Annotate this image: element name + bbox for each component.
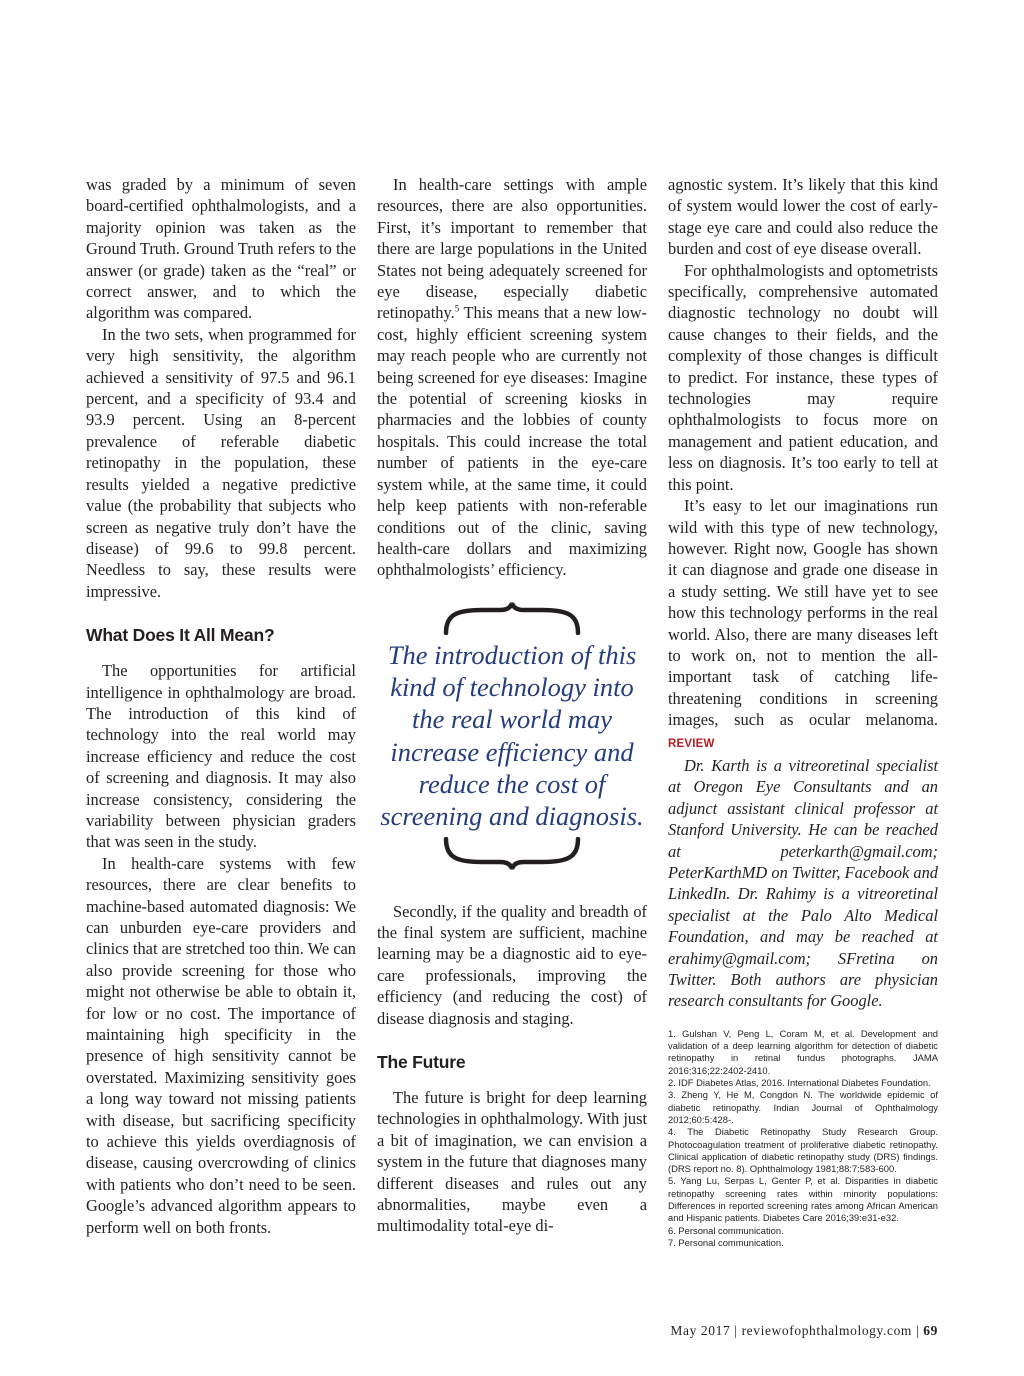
page-footer <box>670 1323 938 1339</box>
body-paragraph: The future is bright for deep learning technologies in ophthalmology. With just a bit of imagination, we can envision a system in the future that diagnoses many different diseases and rules out any abnormalities, maybe even a multimodality total-eye di- <box>377 1087 647 1236</box>
reference-item: 2. IDF Diabetes Atlas, 2016. International Diabetes Foundation. <box>668 1077 931 1089</box>
body-paragraph: For ophthalmologists and optometrists specifically, comprehensive automated diagnostic technology no doubt will cause changes to their fields, and the complexity of those changes is difficult to predict. For instance, these types of technologies may require ophthalmologists to focus more on management and patient education, and less on diagnosis. It’s too early to tell at this point. <box>668 260 938 494</box>
review-end-mark: REVIEW <box>668 737 715 750</box>
reference-item: 7. Personal communication. <box>668 1236 784 1248</box>
body-paragraph <box>377 174 647 581</box>
footer-divider: | <box>734 1323 742 1338</box>
body-paragraph: Secondly, if the quality and breadth of the final system are sufficient, machine learning may be a diagnostic aid to eye-care professionals, improving the efficiency (and reducing the cost) of disease diagnosis and staging. <box>377 901 647 1028</box>
section-heading: What Does It All Mean? <box>86 625 275 646</box>
column-1 <box>86 174 356 1238</box>
body-paragraph: The opportunities for artificial intelligence in ophthalmology are broad. The introduction of this kind of technology into the real world may increase efficiency and reduce the cost of screening and diagnosis. It may also increase consistency, considering the variability between physician graders that was seen in the study. <box>86 661 356 852</box>
body-text: In health-care settings with ample resources, there are also opportunities. First, it’s important to remember that there are large populations in the United States not being adequately screened for eye disease, especially diabetic retinopathy. <box>377 175 647 323</box>
reference-item: 3. Zheng Y, He M, Congdon N. The worldwide epidemic of diabetic retinopathy. Indian Journal of Ophthalmology 2012;60:5:428-. <box>668 1089 938 1125</box>
references-list <box>668 1028 938 1249</box>
body-paragraph: agnostic system. It’s likely that this kind of system would lower the cost of early-stage eye care and could also reduce the burden and cost of eye disease overall. <box>668 175 938 259</box>
body-paragraph: In health-care systems with few resources, there are clear benefits to machine-based automated diagnosis: We can unburden eye-care providers and clinics that are stretched too thin. We can also provide screening for those who might not otherwise be able to obtain it, for low or no cost. The importance of maintaining high specificity in the presence of high sensitivity cannot be overstated. Maximizing sensitivity goes a long way toward not missing patients with disease, but sacrificing specificity to achieve this yields overdiagnosis of disease, causing overcrowding of clinics with patients who don’t need to be seen. Google’s advanced algorithm appears to perform well on both fronts. <box>86 853 356 1237</box>
column-3 <box>668 174 938 1249</box>
reference-item: 4. The Diabetic Retinopathy Study Research Group. Photocoagulation treatment of proliferative diabetic retinopathy. Clinical application of diabetic retinopathy study (DRS) findings. (DRS report no. 8). Ophthalmology 1981;88:7:583-600. <box>668 1126 938 1175</box>
body-paragraph: was graded by a minimum of seven board-certified ophthalmologists, and a majority opinion was taken as the Ground Truth. Ground Truth refers to the answer (or grade) taken as the “real” or correct answer, and to which the algorithm was compared. <box>86 175 356 323</box>
section-heading: The Future <box>377 1051 466 1072</box>
footnote-ref: 5 <box>454 303 460 314</box>
pull-quote <box>377 601 647 871</box>
reference-item: 5. Yang Lu, Serpas L, Genter P, et al. Disparities in diabetic retinopathy screening rates within minority populations: Differences in reported screening rates among African American and Hispanic patients. Diabetes Care 2016;39:e31-e32. <box>668 1175 938 1224</box>
bottom-brace-icon <box>442 837 582 871</box>
body-paragraph <box>668 495 938 755</box>
body-text: It’s easy to let our imaginations run wild with this type of new technology, however. Right now, Google has shown it can diagnose and grade one disease in a study setting. We still have yet to see how this technology performs in the real world. Also, there are many diseases left to work on, not to mention the all-important task of catching life-threatening conditions in screening images, such as ocular melanoma. <box>668 496 938 730</box>
body-text: This means that a new low-cost, highly efficient screening system may reach people who are currently not being screened for eye diseases: Imagine the potential of screening kiosks in pharmacies and the lobbies of county hospitals. This could increase the total number of patients in the eye-care system while, at the same time, it could help keep patients with non-referable conditions out of the clinic, saving health-care dollars and maximizing ophthalmologists’ efficiency. <box>377 303 647 580</box>
footer-date: May 2017 <box>670 1323 731 1338</box>
reference-item: 1. Gulshan V, Peng L, Coram M, et al. Development and validation of a deep learning algorithm for detection of diabetic retinopathy in retinal fundus photographs. JAMA 2016;316;22:2402-2410. <box>668 1027 938 1076</box>
top-brace-icon <box>442 601 582 635</box>
page-number: 69 <box>923 1323 938 1338</box>
column-2 <box>377 174 647 1237</box>
pull-quote-text: The introduction of this kind of technology into the real world may increase efficiency and reduce the cost of screening and diagnosis. <box>380 639 644 832</box>
body-paragraph: In the two sets, when programmed for very high sensitivity, the algorithm achieved a sensitivity of 97.5 and 96.1 percent, and a specificity of 93.4 and 93.9 percent. Using an 8-percent prevalence of referable diabetic retinopathy in the population, these results yielded a negative predictive value (the probability that subjects who screen as negative truly don’t have the disease) of 99.6 to 99.8 percent. Needless to say, these results were impressive. <box>86 324 356 601</box>
author-bio: Dr. Karth is a vitreoretinal specialist at Oregon Eye Consultants and an adjunct assistant clinical professor at Stanford University. He can be reached at peterkarth@gmail.com; PeterKarthMD on Twitter, Facebook and LinkedIn. Dr. Rahimy is a vitreoretinal specialist at the Palo Alto Medical Foundation, and may be reached at erahimy@gmail.com; SFretina on Twitter. Both authors are physician research consultants for Google. <box>668 755 938 1011</box>
footer-divider: | <box>916 1323 924 1338</box>
reference-item: 6. Personal communication. <box>668 1224 784 1236</box>
footer-website: reviewofophthalmology.com <box>741 1323 913 1338</box>
